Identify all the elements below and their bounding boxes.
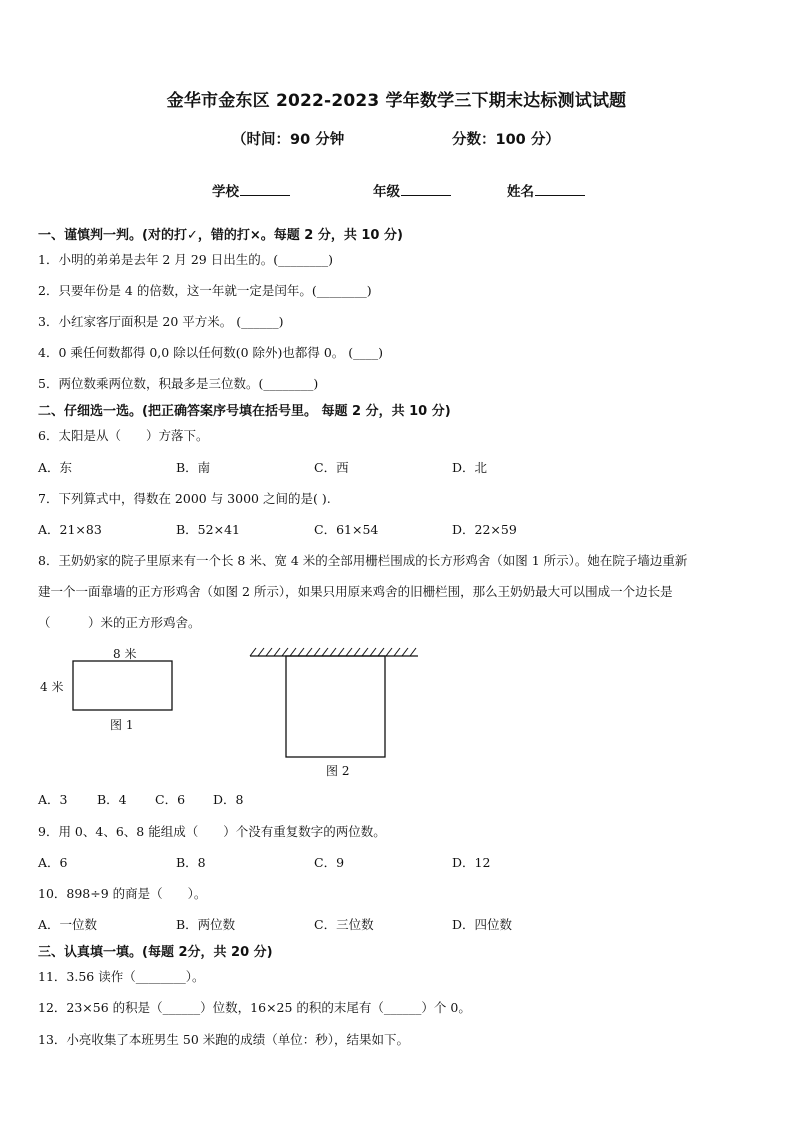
figure-2-caption: 图 2 xyxy=(326,764,350,778)
question-1: 1．小明的弟弟是去年 2 月 29 日出生的。(________) xyxy=(38,252,333,267)
hatch-mark xyxy=(298,648,304,656)
hatch-mark xyxy=(386,648,392,656)
question-13: 13．小亮收集了本班男生 50 米跑的成绩（单位：秒），结果如下。 xyxy=(38,1032,410,1047)
q6-option-a: A．东 xyxy=(38,460,73,475)
exam-score: 分数：100 分） xyxy=(452,132,560,148)
hatch-mark xyxy=(346,648,352,656)
grade-label: 年级 xyxy=(373,184,400,200)
figure-1-width-label: 8 米 xyxy=(113,647,137,661)
hatch-mark xyxy=(402,648,408,656)
q6-option-b: B．南 xyxy=(176,460,211,475)
question-8-line-2: 建一个一面靠墙的正方形鸡舍（如图 2 所示），如果只用原来鸡舍的旧栅栏围，那么王奶奶最大可以围成一个边长是 xyxy=(38,584,673,599)
question-8-line-3: （ ）米的正方形鸡舍。 xyxy=(38,615,201,630)
hatch-mark xyxy=(378,648,384,656)
section-3-heading: 三、认真填一填。(每题 2分，共 20 分) xyxy=(38,945,273,960)
hatch-mark xyxy=(362,648,368,656)
hatch-mark xyxy=(306,648,312,656)
question-9: 9．用 0、4、6、8 能组成（ ）个没有重复数字的两位数。 xyxy=(38,824,386,839)
hatch-mark xyxy=(290,648,296,656)
q7-option-a: A．21×83 xyxy=(38,522,102,537)
question-8-line-1: 8．王奶奶家的院子里原来有一个长 8 米、宽 4 米的全部用栅栏围成的长方形鸡舍（如图 1 所示）。她在院子墙边重新 xyxy=(38,553,688,568)
hatch-mark xyxy=(250,648,256,656)
q9-option-c: C．9 xyxy=(314,855,345,870)
q8-option-b: B．4 xyxy=(97,792,127,807)
q7-option-c: C．61×54 xyxy=(314,522,379,537)
hatch-mark xyxy=(354,648,360,656)
q9-option-b: B．8 xyxy=(176,855,206,870)
question-10: 10．898÷9 的商是（ ）。 xyxy=(38,886,207,901)
q8-option-c: C．6 xyxy=(155,792,186,807)
hatch-mark xyxy=(258,648,264,656)
q9-option-d: D．12 xyxy=(452,855,491,870)
q10-option-c: C．三位数 xyxy=(314,917,374,932)
hatch-mark xyxy=(338,648,344,656)
name-label: 姓名 xyxy=(507,184,534,200)
hatch-mark xyxy=(314,648,320,656)
q10-option-a: A．一位数 xyxy=(38,917,98,932)
question-7: 7．下列算式中，得数在 2000 与 3000 之间的是( ). xyxy=(38,491,331,506)
figure-1-height-label: 4 米 xyxy=(40,680,64,694)
q7-option-d: D．22×59 xyxy=(452,522,517,537)
section-2-heading: 二、仔细选一选。(把正确答案序号填在括号里。 每题 2 分，共 10 分) xyxy=(38,404,451,419)
q6-option-c: C．西 xyxy=(314,460,349,475)
question-2: 2．只要年份是 4 的倍数，这一年就一定是闰年。(________) xyxy=(38,283,372,298)
q8-option-a: A．3 xyxy=(38,792,68,807)
question-12: 12．23×56 的积是（______）位数，16×25 的积的末尾有（______）个 0。 xyxy=(38,1000,471,1015)
school-label: 学校 xyxy=(212,184,239,200)
q10-option-d: D．四位数 xyxy=(452,917,513,932)
page-title: 金华市金东区 2022-2023 学年数学三下期末达标测试试题 xyxy=(166,91,627,111)
hatch-mark xyxy=(394,648,400,656)
hatch-mark xyxy=(266,648,272,656)
q9-option-a: A．6 xyxy=(38,855,68,870)
question-11: 11．3.56 读作（________）。 xyxy=(38,969,205,984)
hatch-mark xyxy=(330,648,336,656)
hatch-mark xyxy=(274,648,280,656)
hatch-mark xyxy=(322,648,328,656)
question-5: 5．两位数乘两位数，积最多是三位数。(________) xyxy=(38,376,319,391)
exam-time: （时间：90 分钟 xyxy=(232,132,345,148)
q10-option-b: B．两位数 xyxy=(176,917,236,932)
hatch-mark xyxy=(370,648,376,656)
question-3: 3．小红家客厅面积是 20 平方米。 (______) xyxy=(38,314,284,329)
figure-2-wall-hatching xyxy=(250,648,416,656)
section-1-heading: 一、谨慎判一判。(对的打✓，错的打×。每题 2 分，共 10 分) xyxy=(38,228,403,243)
hatch-mark xyxy=(282,648,288,656)
figure-1-rectangle xyxy=(73,661,172,710)
hatch-mark xyxy=(410,648,416,656)
figure-2-square xyxy=(286,656,385,757)
q6-option-d: D．北 xyxy=(452,460,488,475)
q7-option-b: B．52×41 xyxy=(176,522,240,537)
question-6: 6．太阳是从（ ）方落下。 xyxy=(38,428,209,443)
question-4: 4．0 乘任何数都得 0,0 除以任何数(0 除外)也都得 0。 (____) xyxy=(38,345,384,360)
figure-1-caption: 图 1 xyxy=(110,718,134,732)
q8-option-d: D．8 xyxy=(213,792,244,807)
